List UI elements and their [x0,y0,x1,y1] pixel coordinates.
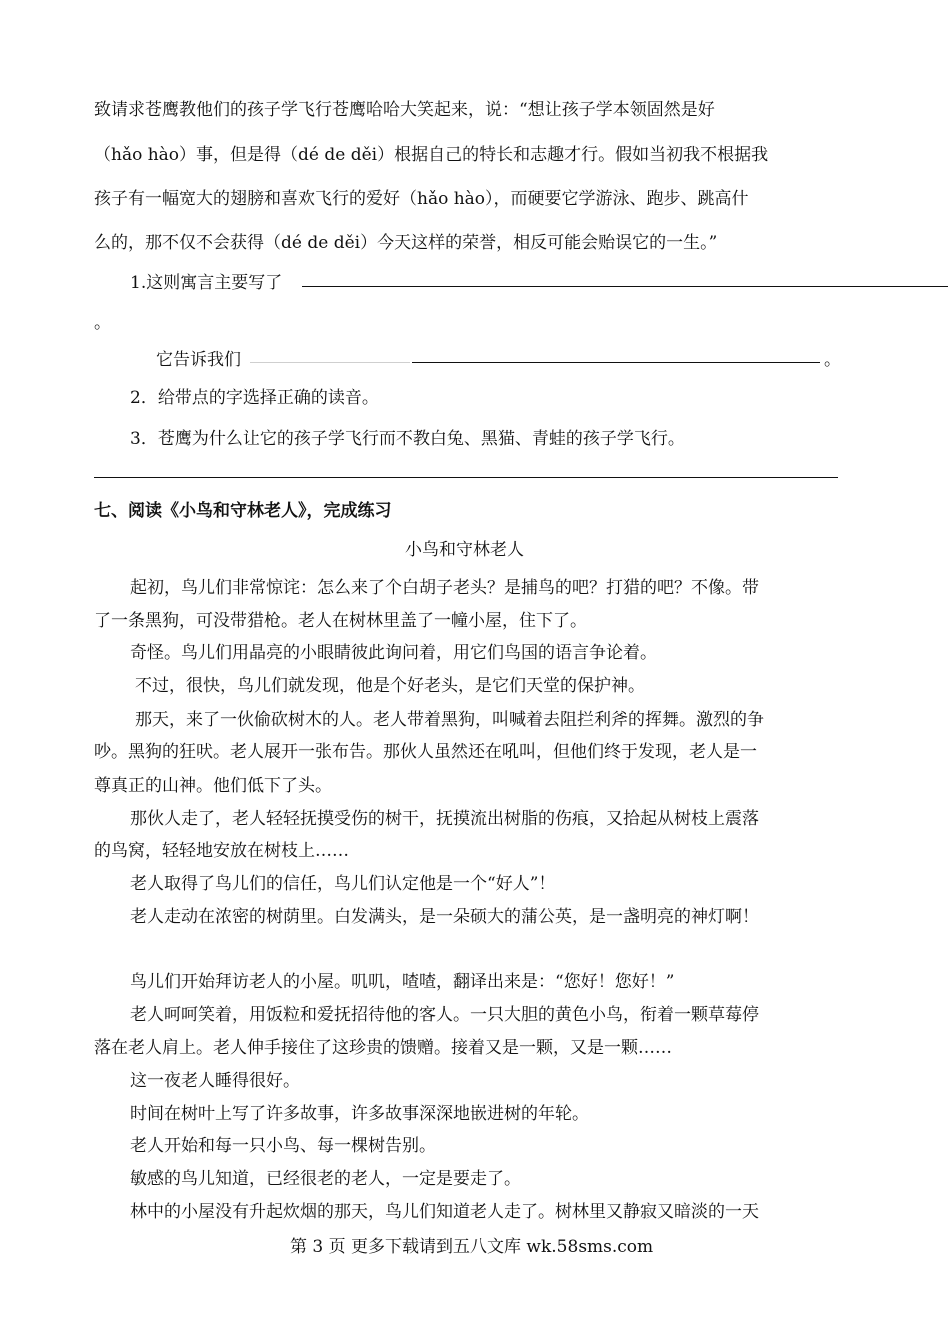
answer-line[interactable] [302,286,948,287]
story-line: 了一条黑狗，可没带猎枪。老人在树林里盖了一幢小屋，住下了。 [94,611,587,631]
paragraph-line: （hǎo hào）事，但是得（dé de děi）根据自己的特长和志趣才行。假如当初我不根据我 [94,145,769,165]
question-1-sub-end-mark: 。 [824,350,841,370]
question-1-sub-label: 它告诉我们 [156,350,241,370]
story-title: 小鸟和守林老人 [405,540,524,560]
question-1-end-mark: 。 [94,313,111,333]
story-line: 那天，来了一伙偷砍树木的人。老人带着黑狗，叫喊着去阻拦利斧的挥舞。激烈的争 [135,710,764,730]
answer-line[interactable] [412,362,820,363]
story-line: 老人呵呵笑着，用饭粒和爱抚招待他的客人。一只大胆的黄色小鸟，衔着一颗草莓停 [130,1005,759,1025]
story-line: 这一夜老人睡得很好。 [130,1071,300,1091]
paragraph-line: 孩子有一幅宽大的翅膀和喜欢飞行的爱好（hǎo hào），而硬要它学游泳、跑步、跳高什 [94,189,749,209]
answer-line[interactable] [94,477,838,478]
story-line: 奇怪。鸟儿们用晶亮的小眼睛彼此询问着，用它们鸟国的语言争论着。 [130,643,657,663]
story-line: 老人取得了鸟儿们的信任，鸟儿们认定他是一个“好人”！ [130,874,556,894]
paragraph-line: 致请求苍鹰教他们的孩子学飞行苍鹰哈哈大笑起来，说：“想让孩子学本领固然是好 [94,100,715,120]
story-line: 老人走动在浓密的树荫里。白发满头，是一朵硕大的蒲公英，是一盏明亮的神灯啊！ [130,907,759,927]
section-heading: 七、阅读《小鸟和守林老人》，完成练习 [94,501,392,521]
question-1-label: 1.这则寓言主要写了 [130,273,283,293]
question-3: 3．苍鹰为什么让它的孩子学飞行而不教白兔、黑猫、青蛙的孩子学飞行。 [130,429,685,449]
answer-line-faint[interactable] [250,362,410,363]
paragraph-line: 么的，那不仅不会获得（dé de děi）今天这样的荣誉，相反可能会贻误它的一生。” [94,233,718,253]
story-line: 敏感的鸟儿知道，已经很老的老人，一定是要走了。 [130,1169,521,1189]
question-2: 2．给带点的字选择正确的读音。 [130,388,379,408]
story-line: 不过，很快，鸟儿们就发现，他是个好老头，是它们天堂的保护神。 [135,676,645,696]
story-line: 吵。黑狗的狂吠。老人展开一张布告。那伙人虽然还在吼叫，但他们终于发现，老人是一 [94,742,757,762]
story-line: 落在老人肩上。老人伸手接住了这珍贵的馈赠。接着又是一颗，又是一颗…… [94,1038,672,1058]
story-line: 的鸟窝，轻轻地安放在树枝上…… [94,841,349,861]
story-line: 林中的小屋没有升起炊烟的那天，鸟儿们知道老人走了。树林里又静寂又暗淡的一天 [130,1202,759,1222]
story-line: 尊真正的山神。他们低下了头。 [94,776,332,796]
story-line: 鸟儿们开始拜访老人的小屋。叽叽，喳喳，翻译出来是：“您好！您好！” [130,972,675,992]
story-line: 时间在树叶上写了许多故事，许多故事深深地嵌进树的年轮。 [130,1104,589,1124]
story-line: 那伙人走了，老人轻轻抚摸受伤的树干，抚摸流出树脂的伤痕，又拾起从树枝上震落 [130,809,759,829]
story-line: 起初，鸟儿们非常惊诧：怎么来了个白胡子老头？是捕鸟的吧？打猎的吧？不像。带 [130,578,759,598]
story-line: 老人开始和每一只小鸟、每一棵树告别。 [130,1136,436,1156]
page-footer: 第 3 页 更多下载请到五八文库 wk.58sms.com [290,1237,654,1257]
